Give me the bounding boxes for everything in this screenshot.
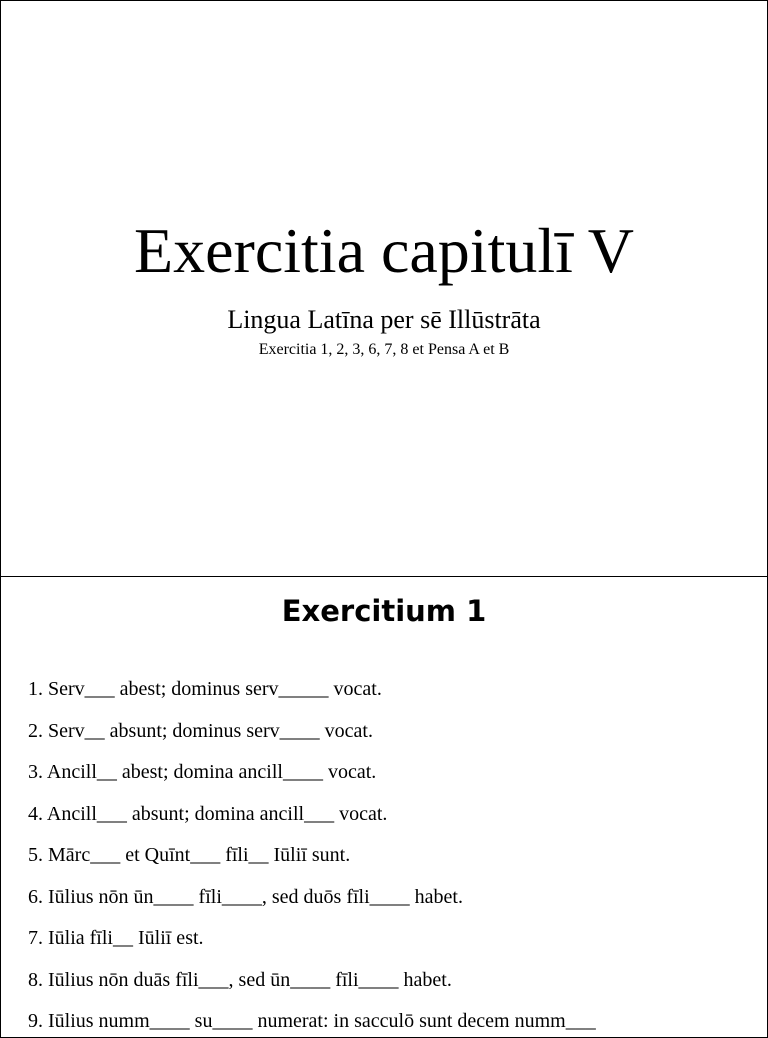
exercise-heading: Exercitium 1	[281, 594, 487, 628]
exercise-list-summary: Exercitia 1, 2, 3, 6, 7, 8 et Pensa A et B	[258, 341, 510, 358]
exercise-item-5: 5. Mārc___ et Quīnt___ fīli__ Iūliī sunt.	[28, 844, 351, 866]
exercise-item-7: 7. Iūlia fīli__ Iūliī est.	[28, 927, 204, 949]
subtitle: Lingua Latīna per sē Illūstrāta	[227, 305, 541, 334]
exercise-item-8: 8. Iūlius nōn duās fīli___, sed ūn____ fīli____ habet.	[28, 968, 452, 991]
exercise-item-1: 1. Serv___ abest; dominus serv_____ vocat.	[28, 678, 382, 700]
exercise-item-2: 2. Serv__ absunt; dominus serv____ vocat.	[28, 719, 373, 742]
exercise-list	[28, 675, 757, 1038]
exercise-item-6: 6. Iūlius nōn ūn____ fīli____, sed duōs fīli____ habet.	[28, 885, 463, 908]
exercise-item-3: 3. Ancill__ abest; domina ancill____ vocat.	[28, 761, 377, 783]
page-title: Exercitia capitulī V	[134, 215, 634, 286]
exercise-item-9: 9. Iūlius numm____ su____ numerat: in sacculō sunt decem numm___	[28, 1010, 596, 1032]
exercise-item-4: 4. Ancill___ absunt; domina ancill___ vocat.	[28, 802, 388, 825]
exercise-slide	[0, 576, 768, 1038]
